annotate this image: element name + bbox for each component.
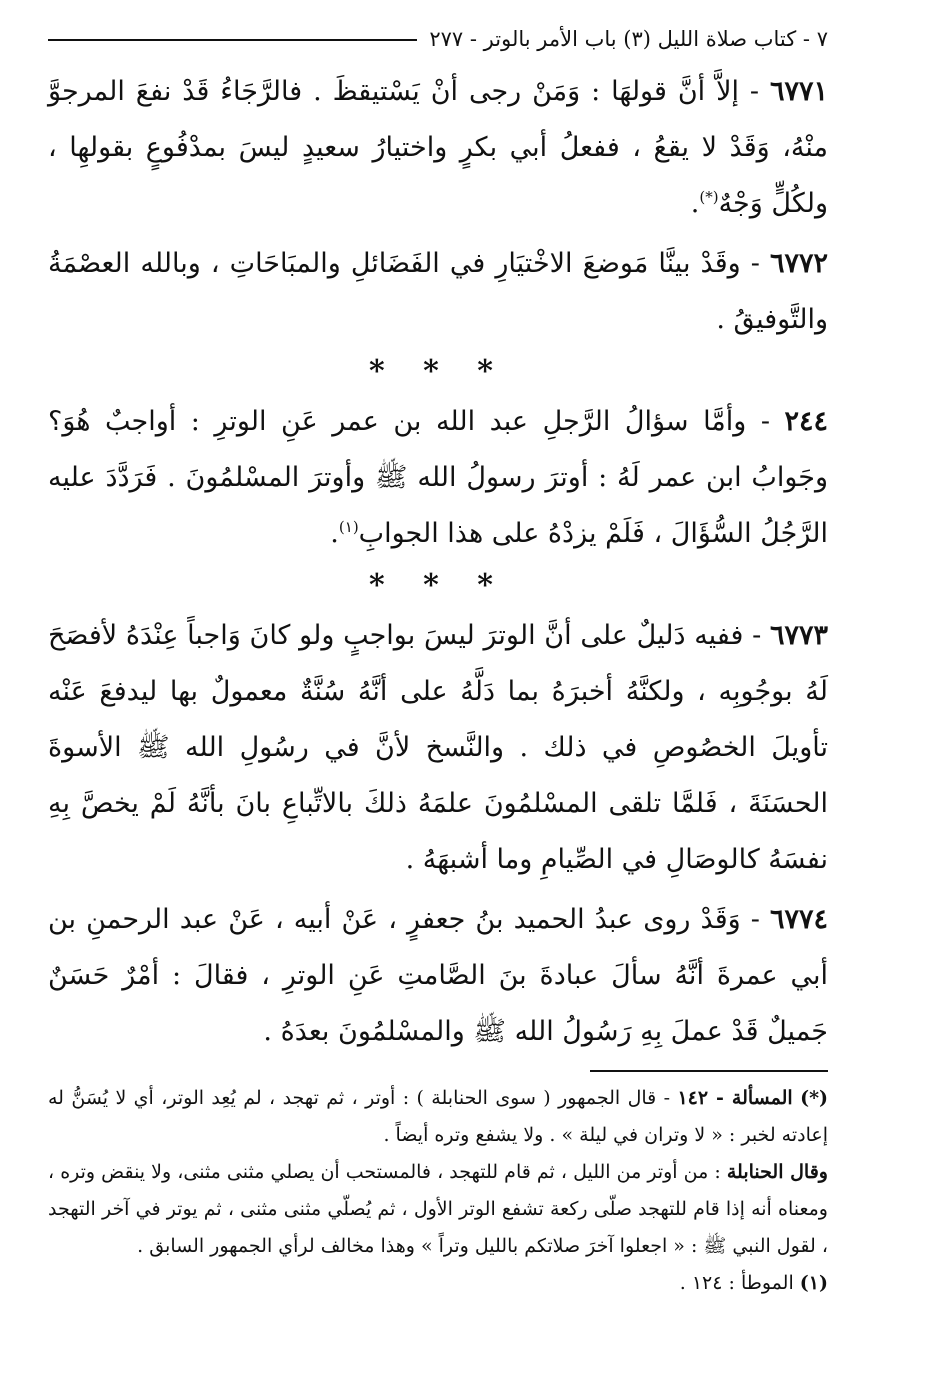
dash: -: [740, 904, 770, 935]
footnote-star: [48, 1080, 828, 1265]
paragraph-text: وقَدْ بينَّا مَوضعَ الاخْتيَارِ في الفَضَائلِ والمبَاحَاتِ ، وبالله العصْمَةُ والتَّوفيقُ .: [48, 248, 828, 335]
footnotes: [48, 1080, 828, 1302]
footnote-ref: (*): [699, 188, 719, 206]
paragraph-6772: [48, 236, 828, 348]
paragraph-number: ٢٤٤: [784, 406, 828, 437]
dash: -: [738, 76, 770, 107]
footnote-one: [48, 1265, 828, 1302]
footnote-text: - قال الجمهور ( سوى الحنابلة ) : أوتر ، ثم تهجد ، لم يُعِد الوتر، أي لا يُسَنُّ له إعادته لخبر : « لا وتران في ليلة » . ولا يشفع وتره أيضاً .: [48, 1087, 828, 1146]
paragraph-text: ففيه دَليلٌ على أنَّ الوترَ ليسَ بواجبٍ ولو كانَ وَاجباً عِنْدَهُ لأفصَحَ لَهُ بوجُوبِه ، ولكنَّهُ أخبرَهُ بما دَلَّهُ على أنَّهُ سُنَّةٌ معمولٌ بها ليدفعَ عَنْه تأويلَ الخصُوصِ في ذلك . والنَّسخ لأنَّ في رسُولِ الله ﷺ الأسوةَ الحسَنَةَ ، فَلمَّا تلقى المسْلمُونَ علمَهُ ذلكَ بالاتِّباعِ بانَ بأنَّهُ لَمْ يخصَّ بِهِ نفسَهُ كالوصَالِ في الصِّيامِ وما أشبهَهُ .: [48, 620, 828, 875]
paragraph-6773: [48, 608, 828, 888]
paragraph-number: ٦٧٧٤: [769, 904, 828, 935]
paragraph-number: ٦٧٧٣: [769, 620, 828, 651]
dash: -: [743, 620, 770, 651]
paragraph-text: وأمَّا سؤالُ الرَّجلِ عبد الله بن عمر عَنِ الوترِ : أواجبٌ هُوَ؟ وجَوابُ ابن عمر لَهُ : أوترَ رسولُ الله ﷺ وأوترَ المسْلمُونَ . فَرَدَّدَ عليه الرَّجُلُ السُّؤَالَ ، فَلَمْ يزدْهُ على هذا الجوابِ: [48, 406, 828, 549]
footnote-ref: (١): [338, 518, 359, 536]
footnote-marker: (*): [800, 1087, 829, 1109]
paragraph-6774: [48, 892, 828, 1060]
running-header: [48, 20, 828, 58]
paragraph-text: وَقَدْ روى عبدُ الحميد بنُ جعفرٍ ، عَنْ أبيه ، عَنْ عبد الرحمنِ بن أبي عمرةَ أنَّهُ سألَ عبادةَ بنَ الصَّامتِ عَنِ الوترِ ، فقالَ : أمْرٌ حَسَنٌ جَميلٌ قَدْ عملَ بِهِ رَسُولُ الله ﷺ والمسْلمُونَ بعدَهُ .: [48, 904, 828, 1047]
section-divider: * * *: [369, 568, 507, 603]
footnote-separator: [590, 1070, 828, 1072]
footnote-marker: (١): [799, 1272, 828, 1294]
header-title: ٧ - كتاب صلاة الليل (٣) باب الأمر بالوتر - ٢٧٧: [429, 27, 828, 51]
paragraph-6771: ٦٧٧١ - إلاَّ أنَّ قولهَا : وَمَنْ رجى أنْ يَسْتيقظَ . فالرَّجَاءُ قَدْ نفعَ المرجوَّ منْهُ، وَقَدْ لا يقعُ ، ففعلُ أبي بكرٍ واختيارُ سعيدٍ ليسَ بمدْفُوعٍ بقولهِا ، ولكُلٍّ وَجْهٌ(*).: [48, 76, 828, 219]
footnote-hanabila-lead: وقال الحنابلة: [726, 1161, 828, 1183]
section-divider: * * *: [369, 354, 507, 389]
paragraph-text: إلاَّ أنَّ قولهَا : وَمَنْ رجى أنْ يَسْتيقظَ . فالرَّجَاءُ قَدْ نفعَ المرجوَّ منْهُ، وَقَدْ لا يقعُ ، ففعلُ أبي بكرٍ واختيارُ سعيدٍ ليسَ بمدْفُوعٍ بقولهِا ، ولكُلٍّ وَجْهٌ: [48, 76, 828, 219]
footnote-hanabila-text: : من أوتر من الليل ، ثم قام للتهجد ، فالمستحب أن يصلي مثنى مثنى، ولا ينقض وتره ، ومعناه أنه إذا قام للتهجد صلّى ركعة تشفع الوتر الأول ، ثم يُصلّي مثنى مثنى ، ثم يوتر في آخر التهجد ، لقول النبي ﷺ : « اجعلوا آخرَ صلاتكم بالليل وتراً » وهذا مخالف لرأي الجمهور السابق .: [48, 1161, 828, 1257]
footnote-text: الموطأ : ١٢٤ .: [679, 1272, 794, 1294]
header-rule: [48, 39, 417, 41]
paragraph-number: ٦٧٧٢: [769, 248, 828, 279]
main-text: [48, 64, 828, 1060]
paragraph-number: ٦٧٧١: [769, 76, 828, 107]
footnote-lead: المسألة - ١٤٢: [677, 1087, 793, 1109]
dash: -: [746, 406, 785, 437]
dash: -: [740, 248, 770, 279]
paragraph-244: ٢٤٤ - وأمَّا سؤالُ الرَّجلِ عبد الله بن عمر عَنِ الوترِ : أواجبٌ هُوَ؟ وجَوابُ ابن عمر لَهُ : أوترَ رسولُ الله ﷺ وأوترَ المسْلمُونَ . فَرَدَّدَ عليه الرَّجُلُ السُّؤَالَ ، فَلَمْ يزدْهُ على هذا الجوابِ$^{(١)}$.: [48, 406, 828, 549]
